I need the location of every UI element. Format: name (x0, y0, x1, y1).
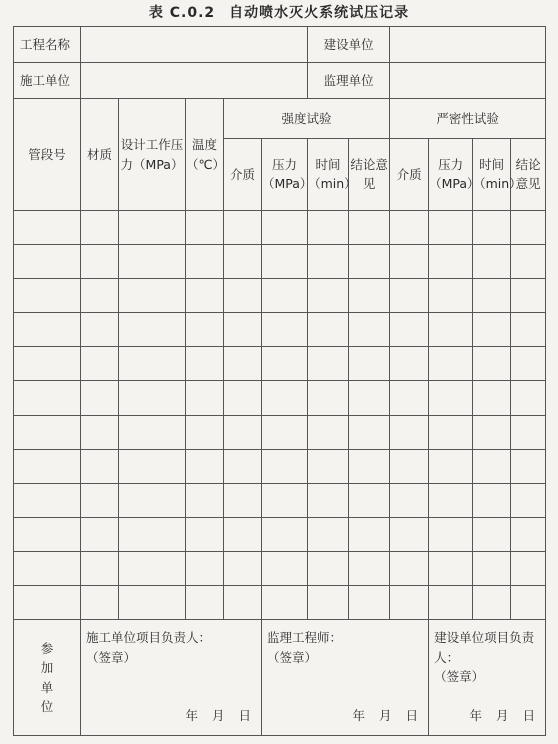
col-temperature: 温度（℃） (186, 99, 224, 211)
entry-cell[interactable] (511, 245, 546, 279)
year-label: 年 (352, 707, 366, 723)
entry-cell[interactable] (390, 279, 429, 313)
entry-cell[interactable] (349, 483, 390, 517)
col-tightness-time: 时间（min） (473, 138, 511, 210)
entry-cell[interactable] (119, 245, 186, 279)
entry-cell[interactable] (186, 347, 224, 381)
entry-cell[interactable] (81, 551, 119, 585)
entry-cell[interactable] (349, 210, 390, 244)
entry-cell[interactable] (262, 585, 308, 619)
entry-cell[interactable] (119, 449, 186, 483)
table-row (14, 313, 546, 347)
entry-cell[interactable] (81, 381, 119, 415)
col-strength-pressure: 压力（MPa） (262, 138, 308, 210)
table-row (14, 449, 546, 483)
entry-cell[interactable] (224, 381, 262, 415)
entry-cell[interactable] (186, 245, 224, 279)
pressure-test-record-table (13, 26, 546, 736)
entry-cell[interactable] (262, 415, 308, 449)
entry-cell[interactable] (511, 585, 546, 619)
entry-cell[interactable] (511, 313, 546, 347)
entry-cell[interactable] (390, 313, 429, 347)
entry-cell[interactable] (186, 551, 224, 585)
entry-cell[interactable] (308, 347, 349, 381)
entry-cell[interactable] (119, 585, 186, 619)
table-row (14, 517, 546, 551)
entry-cell[interactable] (511, 210, 546, 244)
entry-cell[interactable] (262, 347, 308, 381)
entry-cell[interactable] (14, 483, 81, 517)
contractor-sign-cell[interactable] (81, 620, 262, 736)
entry-cell[interactable] (308, 517, 349, 551)
entry-cell[interactable] (119, 551, 186, 585)
entry-cell[interactable] (81, 347, 119, 381)
entry-cell[interactable] (186, 517, 224, 551)
entry-cell[interactable] (308, 381, 349, 415)
entry-cell[interactable] (81, 415, 119, 449)
table-row (14, 551, 546, 585)
entry-cell[interactable] (81, 245, 119, 279)
entry-cell[interactable] (473, 585, 511, 619)
entry-cell[interactable] (429, 245, 473, 279)
entry-cell[interactable] (81, 517, 119, 551)
col-tightness-test: 严密性试验 (390, 99, 546, 138)
col-strength-test: 强度试验 (224, 99, 390, 138)
entry-cell[interactable] (119, 483, 186, 517)
entry-cell[interactable] (186, 415, 224, 449)
entry-cell[interactable] (308, 415, 349, 449)
col-material: 材质 (81, 99, 119, 211)
entry-cell[interactable] (390, 347, 429, 381)
table-number: 表 C.0.2 (148, 5, 216, 21)
contractor-lead-label: 施工单位项目负责人： (86, 630, 212, 646)
entry-cell[interactable] (81, 210, 119, 244)
entry-cell[interactable] (224, 483, 262, 517)
supervisor-date (339, 706, 419, 725)
day-label: 日 (522, 707, 536, 723)
supervision-unit-field[interactable] (390, 63, 546, 99)
entry-cell[interactable] (308, 279, 349, 313)
entry-cell[interactable] (81, 585, 119, 619)
entry-cell[interactable] (308, 245, 349, 279)
supervisor-label: 监理工程师： (267, 630, 343, 646)
entry-cell[interactable] (262, 517, 308, 551)
entry-cell[interactable] (429, 449, 473, 483)
entry-cell[interactable] (262, 210, 308, 244)
entry-cell[interactable] (119, 517, 186, 551)
entry-cell[interactable] (262, 381, 308, 415)
entry-cell[interactable] (186, 483, 224, 517)
entry-cell[interactable] (390, 449, 429, 483)
entry-cell[interactable] (511, 347, 546, 381)
table-row (14, 585, 546, 619)
entry-cell[interactable] (349, 313, 390, 347)
entry-cell[interactable] (224, 517, 262, 551)
entry-cell[interactable] (308, 210, 349, 244)
entry-cell[interactable] (473, 517, 511, 551)
entry-cell[interactable] (473, 415, 511, 449)
entry-cell[interactable] (119, 313, 186, 347)
data-rows (14, 210, 546, 619)
owner-date (456, 706, 536, 725)
table-row (14, 347, 546, 381)
entry-cell[interactable] (224, 245, 262, 279)
entry-cell[interactable] (473, 381, 511, 415)
entry-cell[interactable] (429, 483, 473, 517)
entry-cell[interactable] (186, 585, 224, 619)
entry-cell[interactable] (511, 449, 546, 483)
entry-cell[interactable] (349, 347, 390, 381)
entry-cell[interactable] (349, 415, 390, 449)
entry-cell[interactable] (390, 415, 429, 449)
contractor-date (171, 706, 251, 725)
col-tightness-pressure: 压力（MPa） (429, 138, 473, 210)
entry-cell[interactable] (186, 449, 224, 483)
month-label: 月 (496, 707, 509, 723)
entry-cell[interactable] (390, 210, 429, 244)
entry-cell[interactable] (81, 313, 119, 347)
entry-cell[interactable] (473, 279, 511, 313)
entry-cell[interactable] (429, 347, 473, 381)
entry-cell[interactable] (473, 245, 511, 279)
supervisor-seal: （签章） (267, 649, 318, 665)
entry-cell[interactable] (349, 551, 390, 585)
entry-cell[interactable] (511, 381, 546, 415)
entry-cell[interactable] (224, 347, 262, 381)
entry-cell[interactable] (308, 313, 349, 347)
entry-cell[interactable] (14, 415, 81, 449)
entry-cell[interactable] (262, 551, 308, 585)
entry-cell[interactable] (224, 551, 262, 585)
entry-cell[interactable] (186, 313, 224, 347)
entry-cell[interactable] (224, 279, 262, 313)
entry-cell[interactable] (308, 449, 349, 483)
year-label: 年 (185, 707, 198, 723)
table-row (14, 415, 546, 449)
entry-cell[interactable] (511, 551, 546, 585)
entry-cell[interactable] (349, 279, 390, 313)
entry-cell[interactable] (14, 210, 81, 244)
entry-cell[interactable] (119, 347, 186, 381)
entry-cell[interactable] (119, 210, 186, 244)
entry-cell[interactable] (349, 517, 390, 551)
entry-cell[interactable] (429, 517, 473, 551)
entry-cell[interactable] (473, 347, 511, 381)
col-strength-medium: 介质 (224, 138, 262, 210)
entry-cell[interactable] (81, 449, 119, 483)
participants-label (14, 620, 81, 736)
entry-cell[interactable] (390, 517, 429, 551)
entry-cell[interactable] (511, 279, 546, 313)
entry-cell[interactable] (473, 483, 511, 517)
table-row (14, 210, 546, 244)
table-row (14, 279, 546, 313)
construction-unit-field[interactable] (81, 63, 308, 99)
col-tightness-conclusion: 结论意见 (511, 138, 546, 210)
entry-cell[interactable] (349, 449, 390, 483)
entry-cell[interactable] (119, 381, 186, 415)
entry-cell[interactable] (390, 245, 429, 279)
entry-cell[interactable] (511, 517, 546, 551)
entry-cell[interactable] (81, 483, 119, 517)
entry-cell[interactable] (429, 585, 473, 619)
entry-cell[interactable] (224, 313, 262, 347)
entry-cell[interactable] (224, 415, 262, 449)
entry-cell[interactable] (429, 210, 473, 244)
builder-unit-label: 建设单位 (308, 27, 390, 63)
entry-cell[interactable] (14, 313, 81, 347)
entry-cell[interactable] (14, 279, 81, 313)
entry-cell[interactable] (14, 517, 81, 551)
entry-cell[interactable] (14, 245, 81, 279)
entry-cell[interactable] (349, 381, 390, 415)
entry-cell[interactable] (262, 483, 308, 517)
entry-cell[interactable] (349, 585, 390, 619)
form-title (0, 2, 558, 22)
entry-cell[interactable] (262, 313, 308, 347)
col-strength-time: 时间（min） (308, 138, 349, 210)
entry-cell[interactable] (14, 347, 81, 381)
entry-cell[interactable] (349, 245, 390, 279)
month-label: 月 (211, 707, 225, 723)
supervision-unit-label: 监理单位 (308, 63, 390, 99)
entry-cell[interactable] (308, 551, 349, 585)
entry-cell[interactable] (473, 449, 511, 483)
owner-seal: （签章） (434, 668, 485, 684)
table-title: 自动喷水灭火系统试压记录 (229, 5, 410, 21)
entry-cell[interactable] (390, 585, 429, 619)
day-label: 日 (405, 707, 419, 723)
entry-cell[interactable] (429, 313, 473, 347)
entry-cell[interactable] (390, 551, 429, 585)
entry-cell[interactable] (390, 483, 429, 517)
col-pipe-segment: 管段号 (14, 99, 81, 211)
entry-cell[interactable] (429, 381, 473, 415)
builder-unit-field[interactable] (390, 27, 546, 63)
entry-cell[interactable] (308, 483, 349, 517)
entry-cell[interactable] (14, 449, 81, 483)
entry-cell[interactable] (224, 210, 262, 244)
entry-cell[interactable] (429, 415, 473, 449)
entry-cell[interactable] (511, 483, 546, 517)
construction-unit-label: 施工单位 (14, 63, 81, 99)
col-strength-conclusion: 结论意见 (349, 138, 390, 210)
entry-cell[interactable] (429, 279, 473, 313)
contractor-seal: （签章） (86, 649, 137, 665)
owner-sign-cell[interactable] (429, 620, 546, 736)
entry-cell[interactable] (224, 449, 262, 483)
project-name-label: 工程名称 (14, 27, 81, 63)
entry-cell[interactable] (473, 313, 511, 347)
entry-cell[interactable] (186, 210, 224, 244)
supervisor-sign-cell[interactable] (262, 620, 429, 736)
entry-cell[interactable] (473, 551, 511, 585)
month-label: 月 (379, 707, 392, 723)
entry-cell[interactable] (511, 415, 546, 449)
entry-cell[interactable] (262, 279, 308, 313)
table-row (14, 245, 546, 279)
year-label: 年 (469, 707, 483, 723)
entry-cell[interactable] (262, 245, 308, 279)
entry-cell[interactable] (308, 585, 349, 619)
entry-cell[interactable] (81, 279, 119, 313)
owner-lead-label: 建设单位项目负责人： (434, 630, 535, 665)
entry-cell[interactable] (119, 279, 186, 313)
entry-cell[interactable] (14, 551, 81, 585)
entry-cell[interactable] (14, 381, 81, 415)
project-name-field[interactable] (81, 27, 308, 63)
entry-cell[interactable] (473, 210, 511, 244)
entry-cell[interactable] (186, 381, 224, 415)
entry-cell[interactable] (224, 585, 262, 619)
entry-cell[interactable] (390, 381, 429, 415)
entry-cell[interactable] (14, 585, 81, 619)
participants-text: 参加单位 (40, 640, 54, 714)
table-row (14, 381, 546, 415)
entry-cell[interactable] (119, 415, 186, 449)
entry-cell[interactable] (262, 449, 308, 483)
day-label: 日 (238, 707, 251, 723)
col-tightness-medium: 介质 (390, 138, 429, 210)
col-design-pressure: 设计工作压力（MPa） (119, 99, 186, 211)
entry-cell[interactable] (429, 551, 473, 585)
entry-cell[interactable] (186, 279, 224, 313)
table-row (14, 483, 546, 517)
